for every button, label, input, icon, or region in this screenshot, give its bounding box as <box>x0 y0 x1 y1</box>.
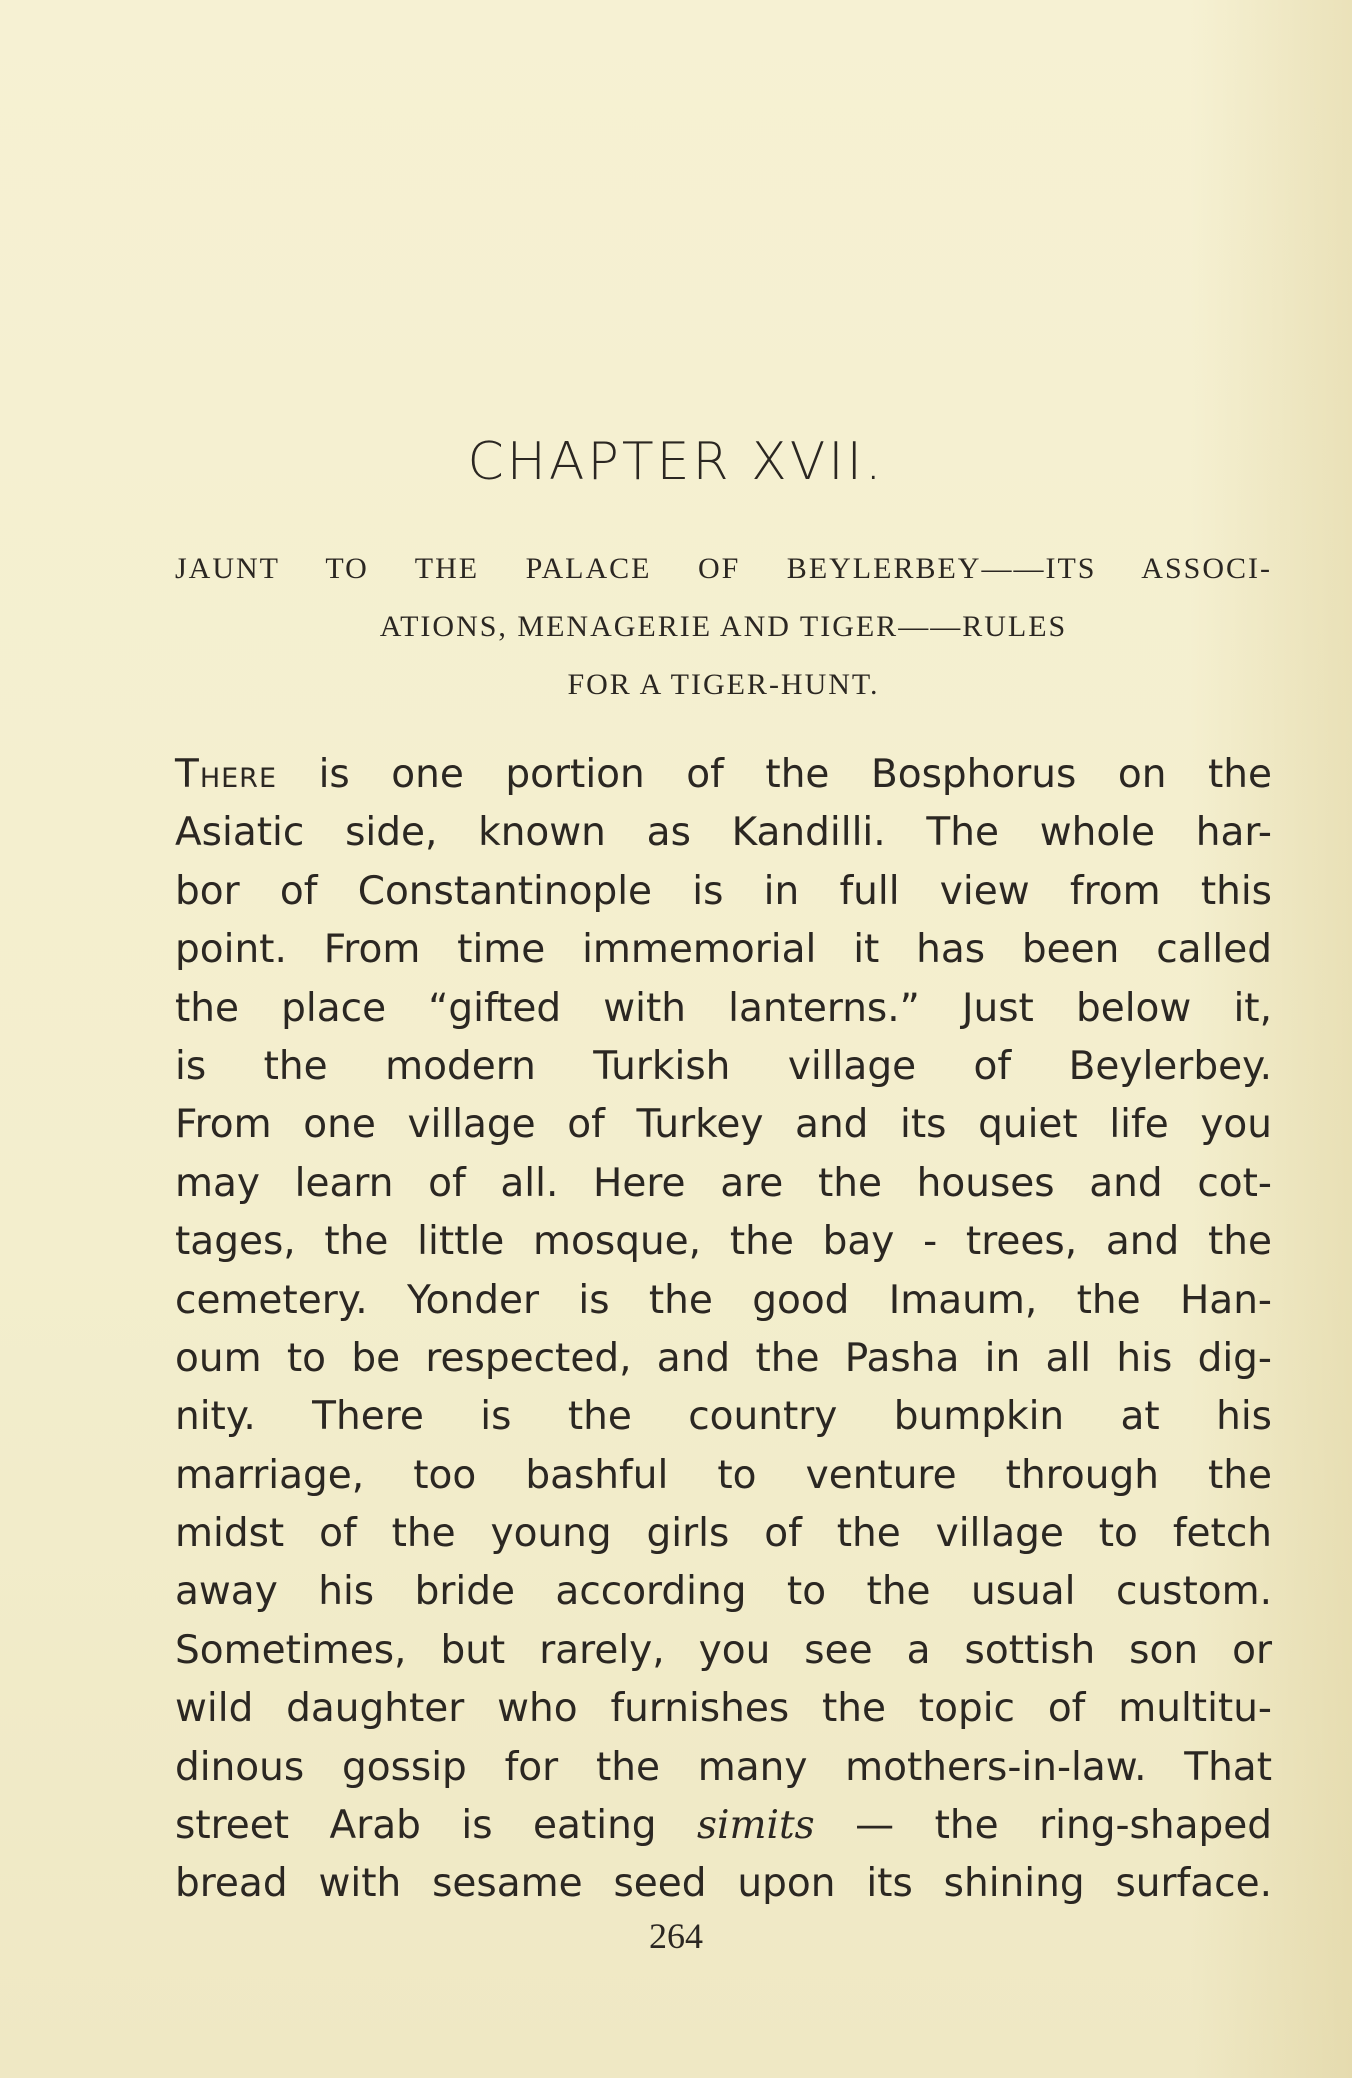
drop-word: There <box>175 752 278 797</box>
text-line: bread with sesame seed upon its shining surface. <box>175 1861 1272 1907</box>
text-line <box>175 746 1272 804</box>
text-line: midst of the young girls of the village to fetch <box>175 1511 1272 1557</box>
synopsis-line: ATIONS, MENAGERIE AND TIGER——RULES <box>379 610 1068 643</box>
italic-word: simits <box>697 1803 815 1849</box>
text-line: marriage, too bashful to venture through the <box>175 1452 1272 1498</box>
text-line: away his bride according to the usual custom. <box>175 1569 1272 1615</box>
text-line: oum to be respected, and the Pasha in all his dig- <box>175 1335 1272 1381</box>
body-paragraph <box>175 746 1272 1914</box>
text-line: Sometimes, but rarely, you see a sottish son or <box>175 1627 1272 1673</box>
text-line: bor of Constantinople is in full view from this <box>175 868 1272 914</box>
synopsis-line: JAUNT TO THE PALACE OF BEYLERBEY——ITS ASSOCI- <box>175 552 1272 585</box>
synopsis-line: FOR A TIGER-HUNT. <box>567 668 880 701</box>
text-line: wild daughter who furnishes the topic of multitu- <box>175 1686 1272 1732</box>
text-line <box>175 1797 1272 1855</box>
text-fragment: — the ring-shaped <box>814 1803 1272 1849</box>
text-fragment: street Arab is eating <box>175 1803 698 1849</box>
chapter-title: CHAPTER XVII. <box>467 432 885 492</box>
text-fragment: is one portion of the Bosphorus on the <box>277 752 1272 797</box>
text-line: cemetery. Yonder is the good Imaum, the Han- <box>175 1277 1272 1323</box>
text-line: From one village of Turkey and its quiet life you <box>175 1102 1272 1148</box>
text-line: dinous gossip for the many mothers-in-law. That <box>175 1744 1272 1790</box>
text-line: Asiatic side, known as Kandilli. The whole har- <box>175 810 1272 856</box>
text-line: point. From time immemorial it has been called <box>175 927 1272 973</box>
text-line: is the modern Turkish village of Beylerbey. <box>175 1043 1272 1089</box>
text-line: nity. There is the country bumpkin at his <box>175 1394 1272 1440</box>
text-line: the place “gifted with lanterns.” Just below it, <box>175 985 1272 1031</box>
text-line: tages, the little mosque, the bay - trees, and the <box>175 1219 1272 1265</box>
page-number: 264 <box>649 1916 703 1956</box>
text-line: may learn of all. Here are the houses and cot- <box>175 1160 1272 1206</box>
chapter-synopsis <box>175 540 1272 714</box>
